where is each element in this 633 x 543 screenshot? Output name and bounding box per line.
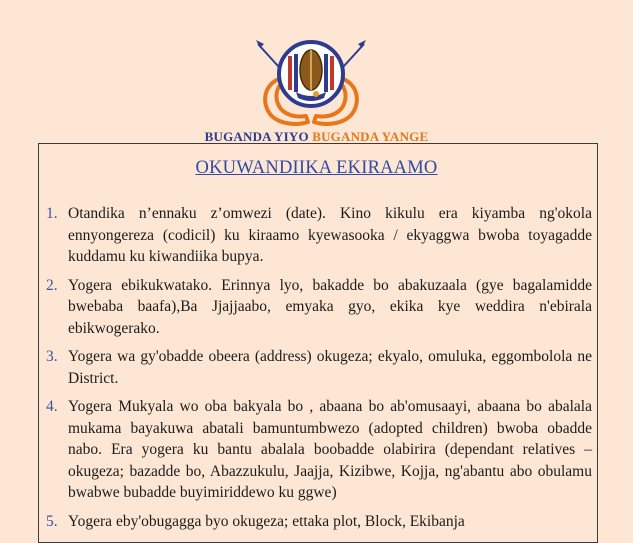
- item-number: 3.: [46, 348, 58, 365]
- list-item: [46, 275, 596, 340]
- item-number: 4.: [46, 398, 58, 415]
- org-name-part2: BUGANDA YANGE: [312, 129, 429, 144]
- list-item: [46, 396, 596, 504]
- document-title: OKUWANDIIKA EKIRAAMO: [195, 158, 438, 178]
- item-number: 1.: [46, 205, 58, 222]
- instruction-list: [46, 203, 596, 539]
- item-number: 2.: [46, 276, 58, 294]
- emblem-logo: [252, 30, 370, 130]
- list-item: [46, 203, 596, 268]
- org-name-part1: BUGANDA YIYO: [204, 129, 309, 144]
- item-text: Yogera eby'obugagga byo okugeza; ettaka plot, Block, Ekibanja: [68, 512, 465, 530]
- item-number: 5.: [46, 512, 58, 530]
- item-text: Yogera Mukyala wo oba bakyala bo , abaana bo ab'omusaayi, abaana bo abalala mukama bayakuwa abatali bamuntumbwezo (adopted children) bwoba obadde nabo. Era yogera ku bantu abalala boobadde olabirira (dependant relatives – okugeza; bazadde bo, Abazzukulu, Jaajja, Kizibwe, Kojja, ng'abantu abo obulamu bwabwe bubadde buyimiriddewo ku ggwe): [68, 398, 592, 501]
- list-item: [46, 511, 596, 533]
- item-text: Yogera ebikukwatako. Erinnya lyo, bakadde bo abakuzaala (gye bagalamidde bwebaba baafa),Ba Jjajjaabo, emyaka gyo, ekika kye weddira n'ebirala ebikwogerako.: [68, 276, 592, 337]
- item-text: Yogera wa gy'obadde obeera (address) okugeza; ekyalo, omuluka, eggombolola ne District.: [68, 348, 592, 387]
- list-item: [46, 346, 596, 389]
- item-text: Otandika n’ennaku z’omwezi (date). Kino kikulu era kiyamba ng'okola ennyongereza (codicil) ku kiraamo kyewasooka / ekyaggwa bwoba toyagadde kuddamu ku kiwandiika bupya.: [68, 205, 592, 265]
